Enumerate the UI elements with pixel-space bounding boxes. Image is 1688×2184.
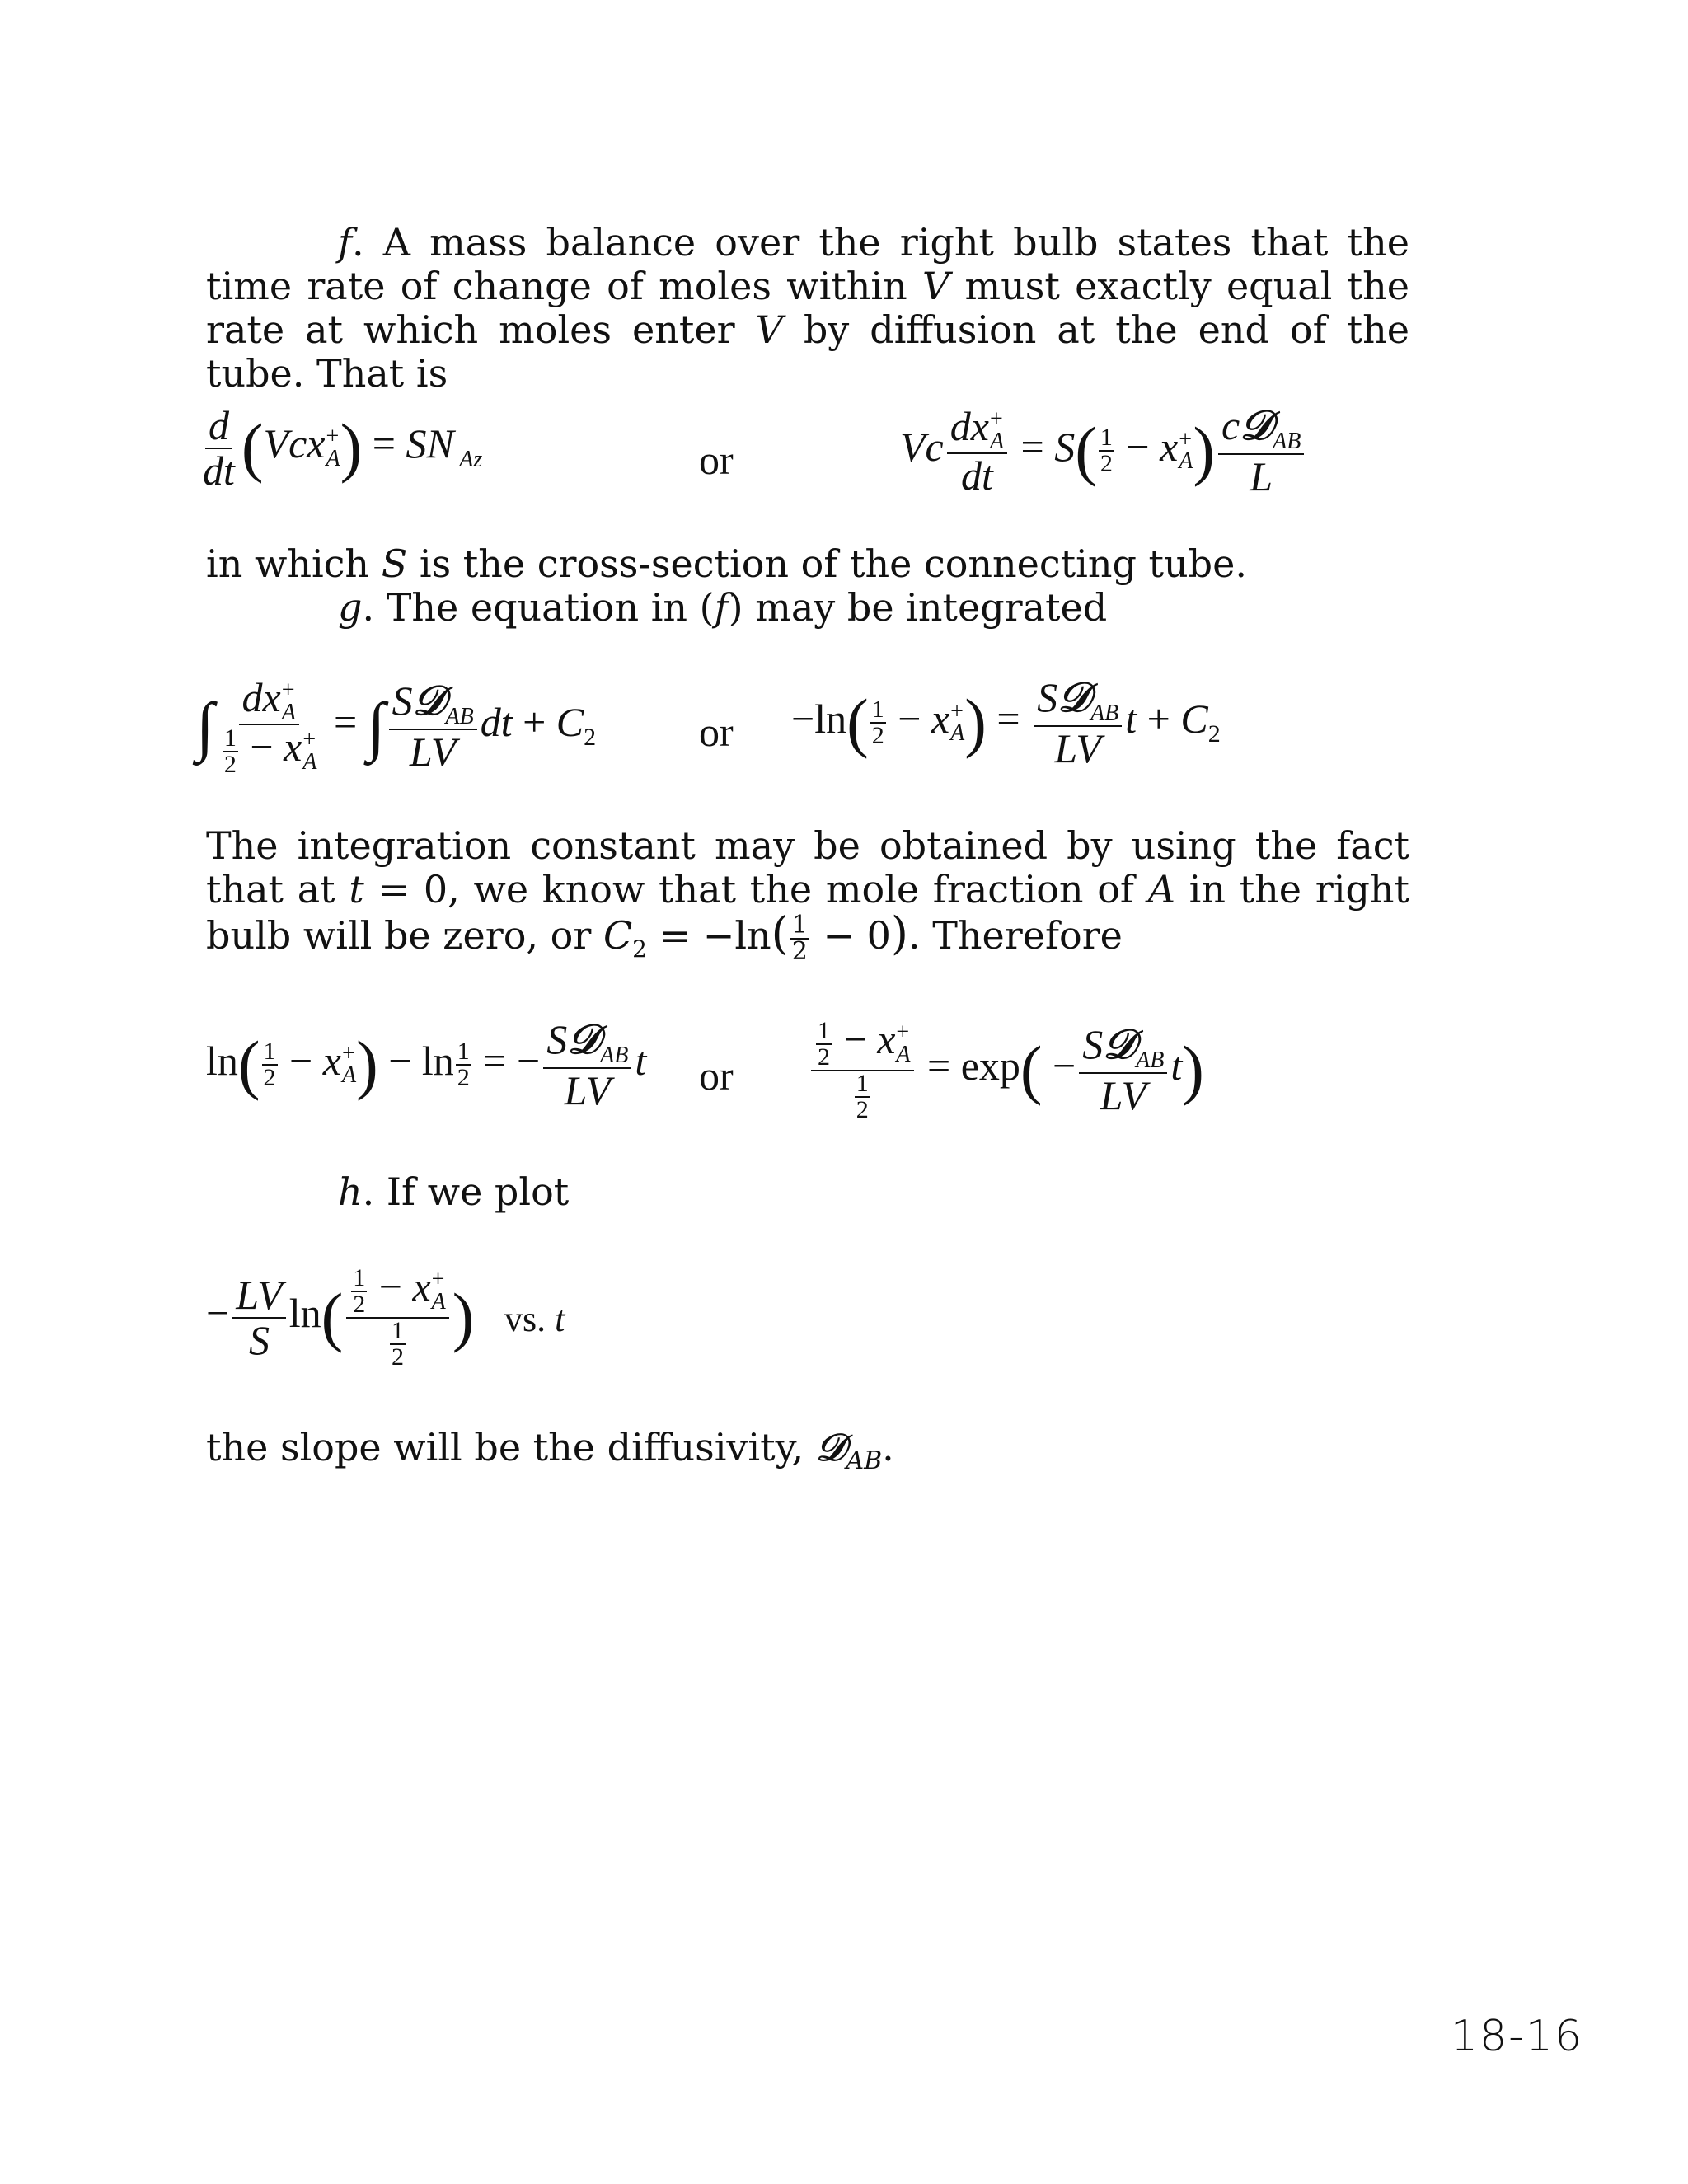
equation-solution-right: $\frac{1}{2}$ − x + A $\frac{1}{2}$ = exp( − $\frac{S𝒟_{AB}}{LV}$ t): [808, 1018, 1204, 1122]
paragraph-slope: the slope will be the diffusivity, 𝒟$_{AB}$.: [206, 1425, 894, 1476]
paragraph-f: f. A mass balance over the right bulb states that the time rate of change of moles within V must exactly equal the rate at which moles enter V by diffusion at the end of the tube. That is: [206, 220, 1410, 396]
paragraph-g: g. The equation in (f) may be integrated: [338, 585, 1108, 630]
word-or-1: or: [699, 437, 734, 483]
paragraph-cross-section: in which S is the cross-section of the connecting tube.: [206, 541, 1247, 586]
label-h: h: [338, 1169, 363, 1214]
equation-plot-expression: − $\frac{LV}{S}$ ln( $\frac{1}{2}$ − x + A $\frac{1}{2}$ ): [206, 1263, 475, 1371]
equation-integral-left: ∫ dx + A $\frac{1}{2}$ − x + A = ∫ $\frac{S𝒟_{AB}}{LV}$ dt + $C_2$: [196, 674, 597, 778]
equation-mass-balance-right: Vc dx + A dt = S( $\frac{1}{2}$ − x + A ) $\frac{c𝒟_{AB}}{L}$: [900, 404, 1307, 499]
diffusivity-symbol: 𝒟: [815, 1425, 846, 1469]
paragraph-integration-constant: The integration constant may be obtained by using the fact that at t = 0, we know that the mole fraction of A in the right bulb will be zero, or $C_2 = -\ln$( $\frac{1}{2}$ − 0). Therefore: [206, 823, 1409, 966]
word-or-2: or: [699, 709, 734, 755]
label-g: g: [338, 585, 363, 630]
word-or-3: or: [699, 1052, 734, 1099]
label-f: f: [338, 220, 353, 265]
equation-mass-balance-left: $\frac{d}{dt}$ (Vcx + A ) = SN $_{Az}$: [203, 402, 483, 494]
equation-integral-right: −ln( $\frac{1}{2}$ − x + A ) = $\frac{S𝒟_{AB}}{LV}$ $t + C_2$: [791, 673, 1221, 772]
versus-label: vs. t: [504, 1299, 565, 1339]
paragraph-h: h. If we plot: [338, 1169, 570, 1214]
page-number: 18-16: [1451, 2012, 1584, 2061]
equation-solution-left: ln( $\frac{1}{2}$ − x + A ) − ln $\frac{1}{2}$ = − $\frac{S𝒟_{AB}}{LV}$ t: [206, 1015, 647, 1114]
